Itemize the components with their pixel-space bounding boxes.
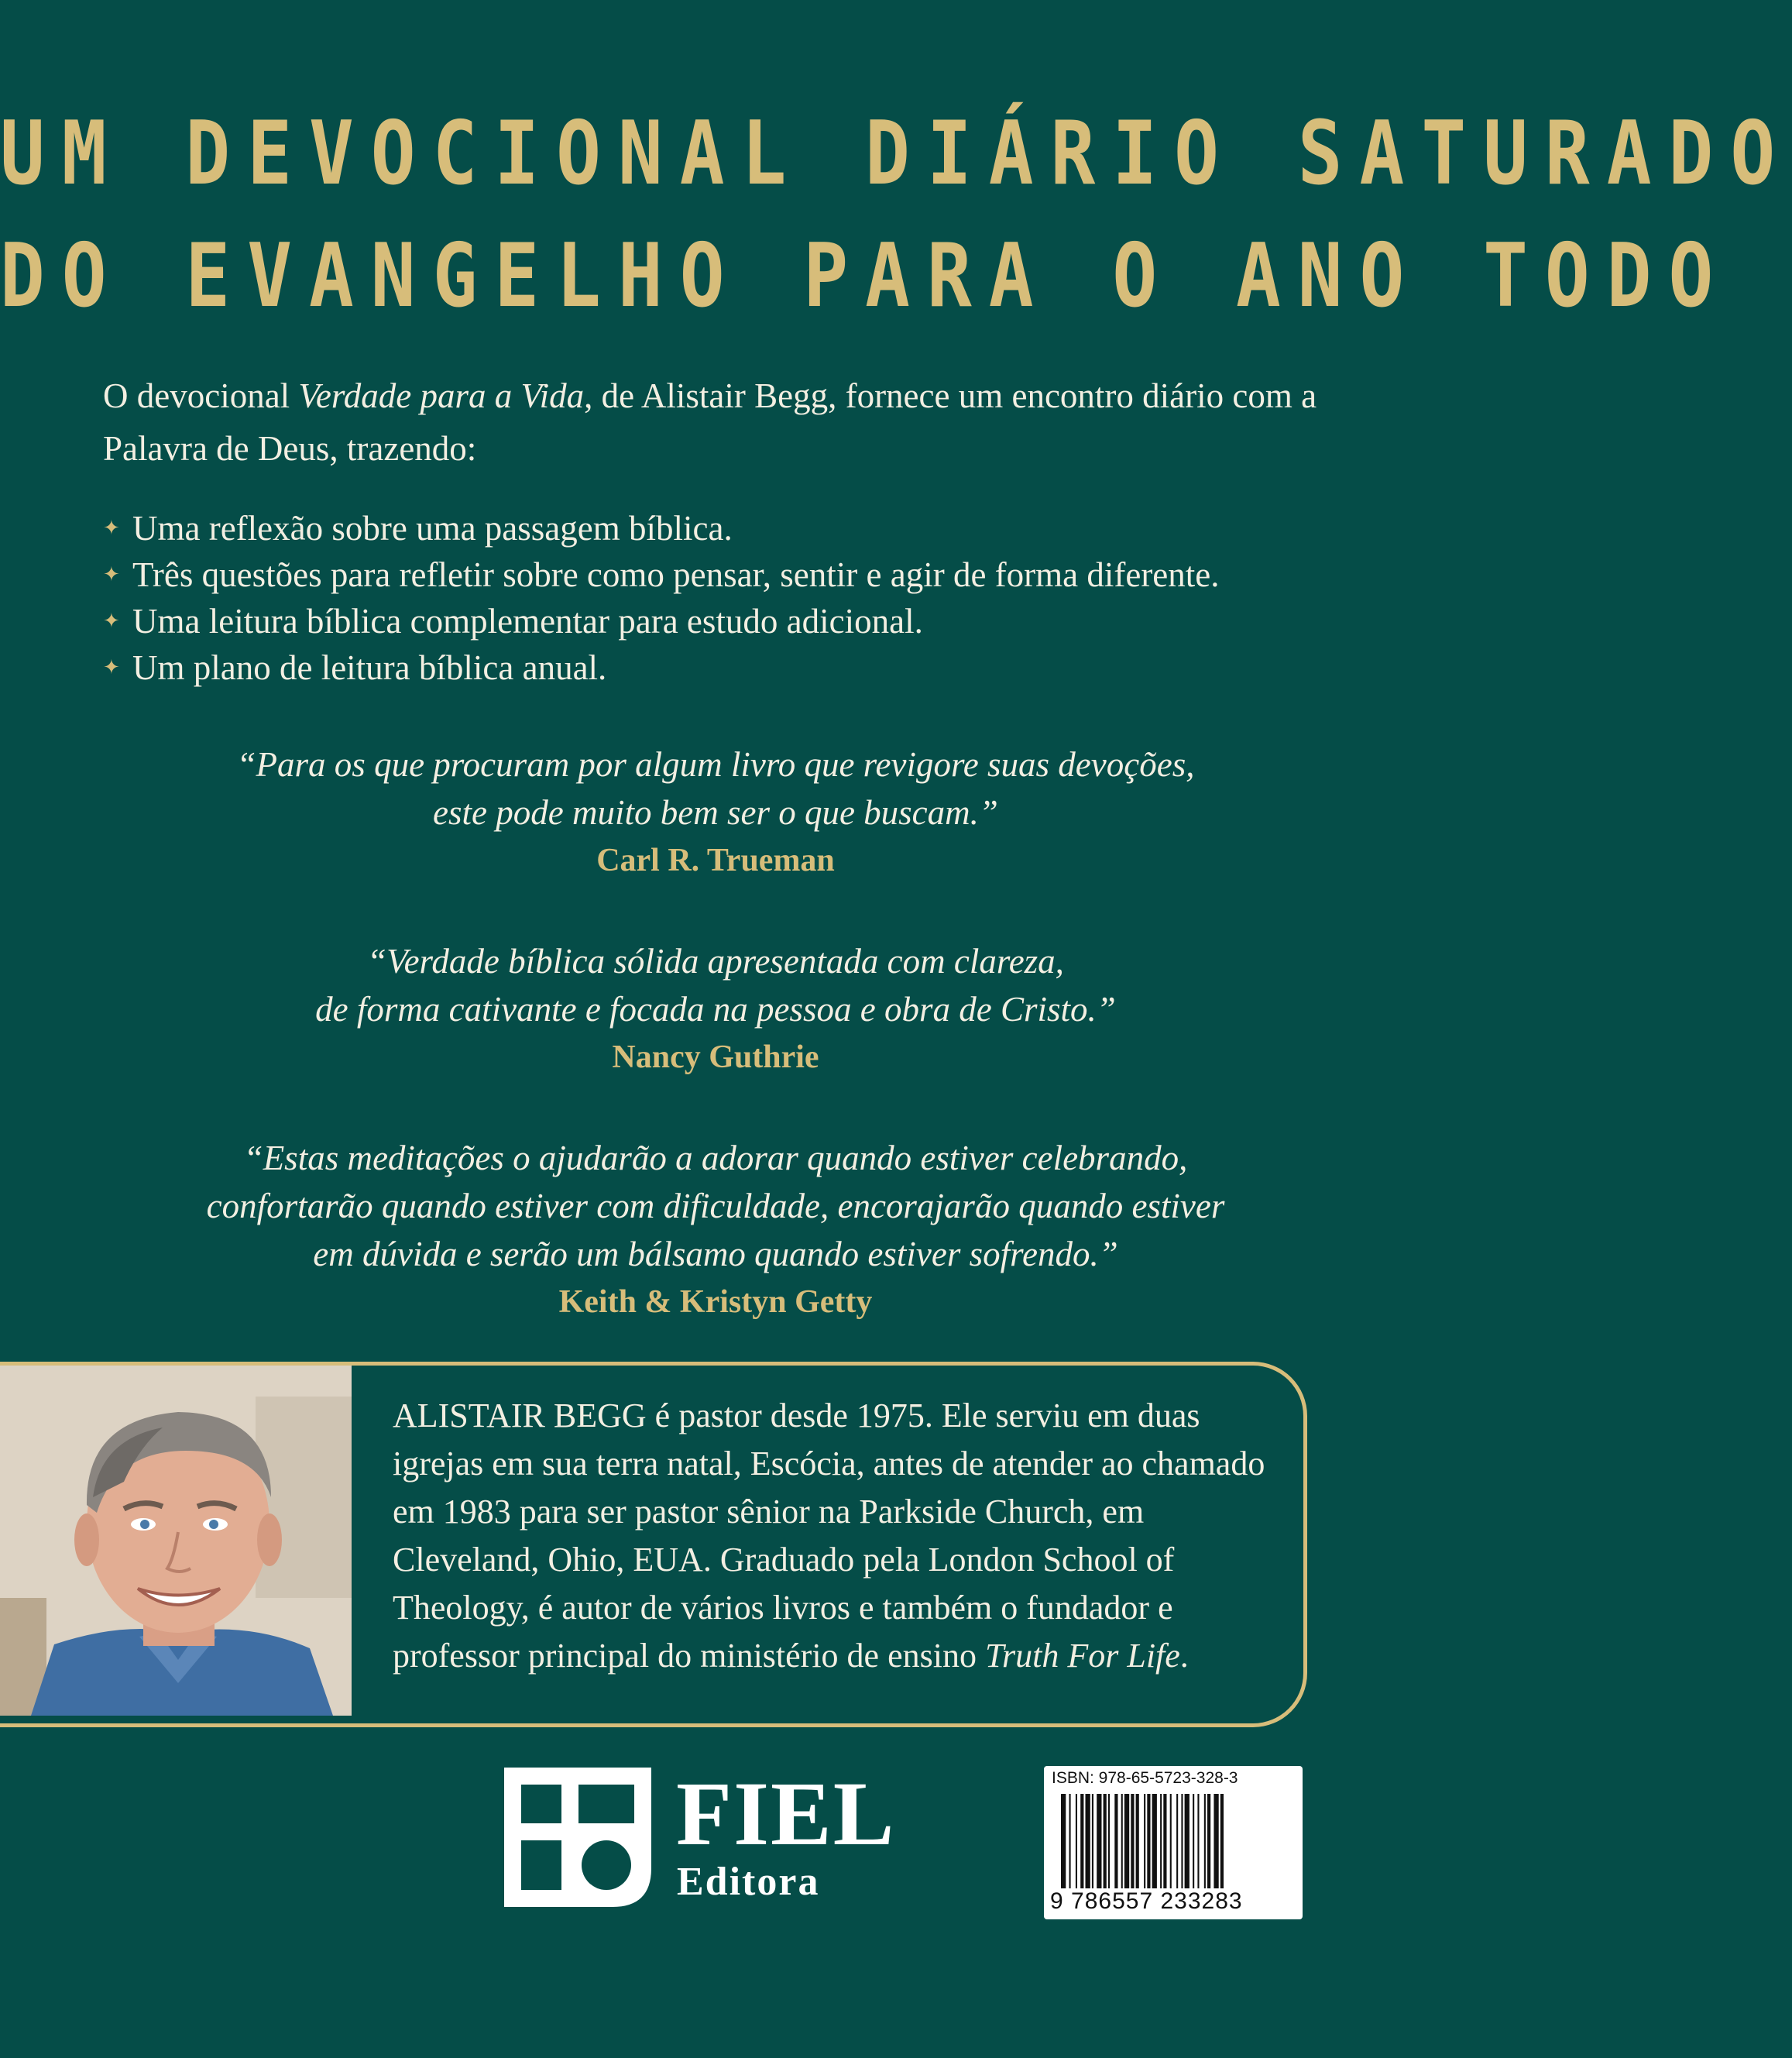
intro-paragraph — [103, 369, 1342, 475]
list-item-text: Uma leitura bíblica complementar para estudo adicional. — [132, 602, 923, 641]
author-photo — [0, 1366, 352, 1716]
quote-author: Nancy Guthrie — [612, 1039, 819, 1075]
bio-end: . — [1179, 1637, 1189, 1675]
feature-list — [103, 505, 1358, 691]
bio-text: ALISTAIR BEGG é pastor desde 1975. Ele serviu em duas igrejas em sua terra natal, Escócia, antes de atender ao chamado em 1983 para ser pastor sênior na Parkside Church, em Cleveland, Ohio, EUA. Graduado pela London School of Theology, é autor de vários livros e também o fundador e professor principal do ministério de ensino — [393, 1397, 1265, 1675]
publisher-name: FIEL — [676, 1763, 896, 1864]
list-item — [103, 598, 1358, 644]
fiel-logo-mark-icon — [504, 1768, 651, 1907]
star-bullet-icon: ✦ — [103, 656, 120, 679]
list-item-text: Três questões para refletir sobre como pensar, sentir e agir de forma diferente. — [132, 555, 1220, 594]
star-bullet-icon: ✦ — [103, 517, 120, 540]
quote-line: em dúvida e serão um bálsamo quando estiver sofrendo.” — [313, 1235, 1118, 1273]
star-bullet-icon: ✦ — [103, 610, 120, 633]
ministry-name: Truth For Life — [984, 1637, 1180, 1675]
intro-text-start: O devocional — [103, 376, 299, 415]
intro-text-end: , de Alistair Begg, fornece um encontro diário com a Palavra de Deus, trazendo: — [103, 376, 1317, 468]
barcode-digits: 9 786557 233283 — [1050, 1888, 1243, 1914]
endorsement-getty — [0, 1134, 1431, 1326]
author-bio — [393, 1392, 1283, 1680]
quote-line: “Verdade bíblica sólida apresentada com clareza, — [367, 942, 1064, 981]
endorsement-trueman — [0, 740, 1431, 885]
barcode-bars-icon — [1061, 1794, 1289, 1888]
isbn-label: ISBN: 978-65-5723-328-3 — [1052, 1769, 1238, 1787]
headline-line-1: UM DEVOCIONAL DIÁRIO SATURADO — [0, 101, 1792, 205]
list-item — [103, 551, 1358, 598]
endorsement-guthrie — [0, 937, 1431, 1081]
isbn-barcode — [1044, 1766, 1303, 1919]
star-bullet-icon: ✦ — [103, 563, 120, 586]
quote-author: Keith & Kristyn Getty — [558, 1284, 873, 1320]
quote-line: “Para os que procuram por algum livro que revigore suas devoções, — [236, 745, 1195, 784]
quote-line: confortarão quando estiver com dificuldade, encorajarão quando estiver — [206, 1187, 1225, 1225]
quote-line: “Estas meditações o ajudarão a adorar quando estiver celebrando, — [243, 1139, 1188, 1177]
list-item — [103, 505, 1358, 551]
book-title: Verdade para a Vida — [298, 376, 585, 415]
quote-line: este pode muito bem ser o que buscam.” — [433, 793, 998, 832]
quote-line: de forma cativante e focada na pessoa e obra de Cristo.” — [315, 990, 1116, 1029]
quote-author: Carl R. Trueman — [596, 843, 835, 878]
list-item-text: Um plano de leitura bíblica anual. — [132, 648, 607, 687]
list-item — [103, 644, 1358, 691]
list-item-text: Uma reflexão sobre uma passagem bíblica. — [132, 509, 733, 548]
headline-line-2: DO EVANGELHO PARA O ANO TODO — [0, 224, 1731, 328]
publisher-subtitle: Editora — [677, 1860, 820, 1904]
